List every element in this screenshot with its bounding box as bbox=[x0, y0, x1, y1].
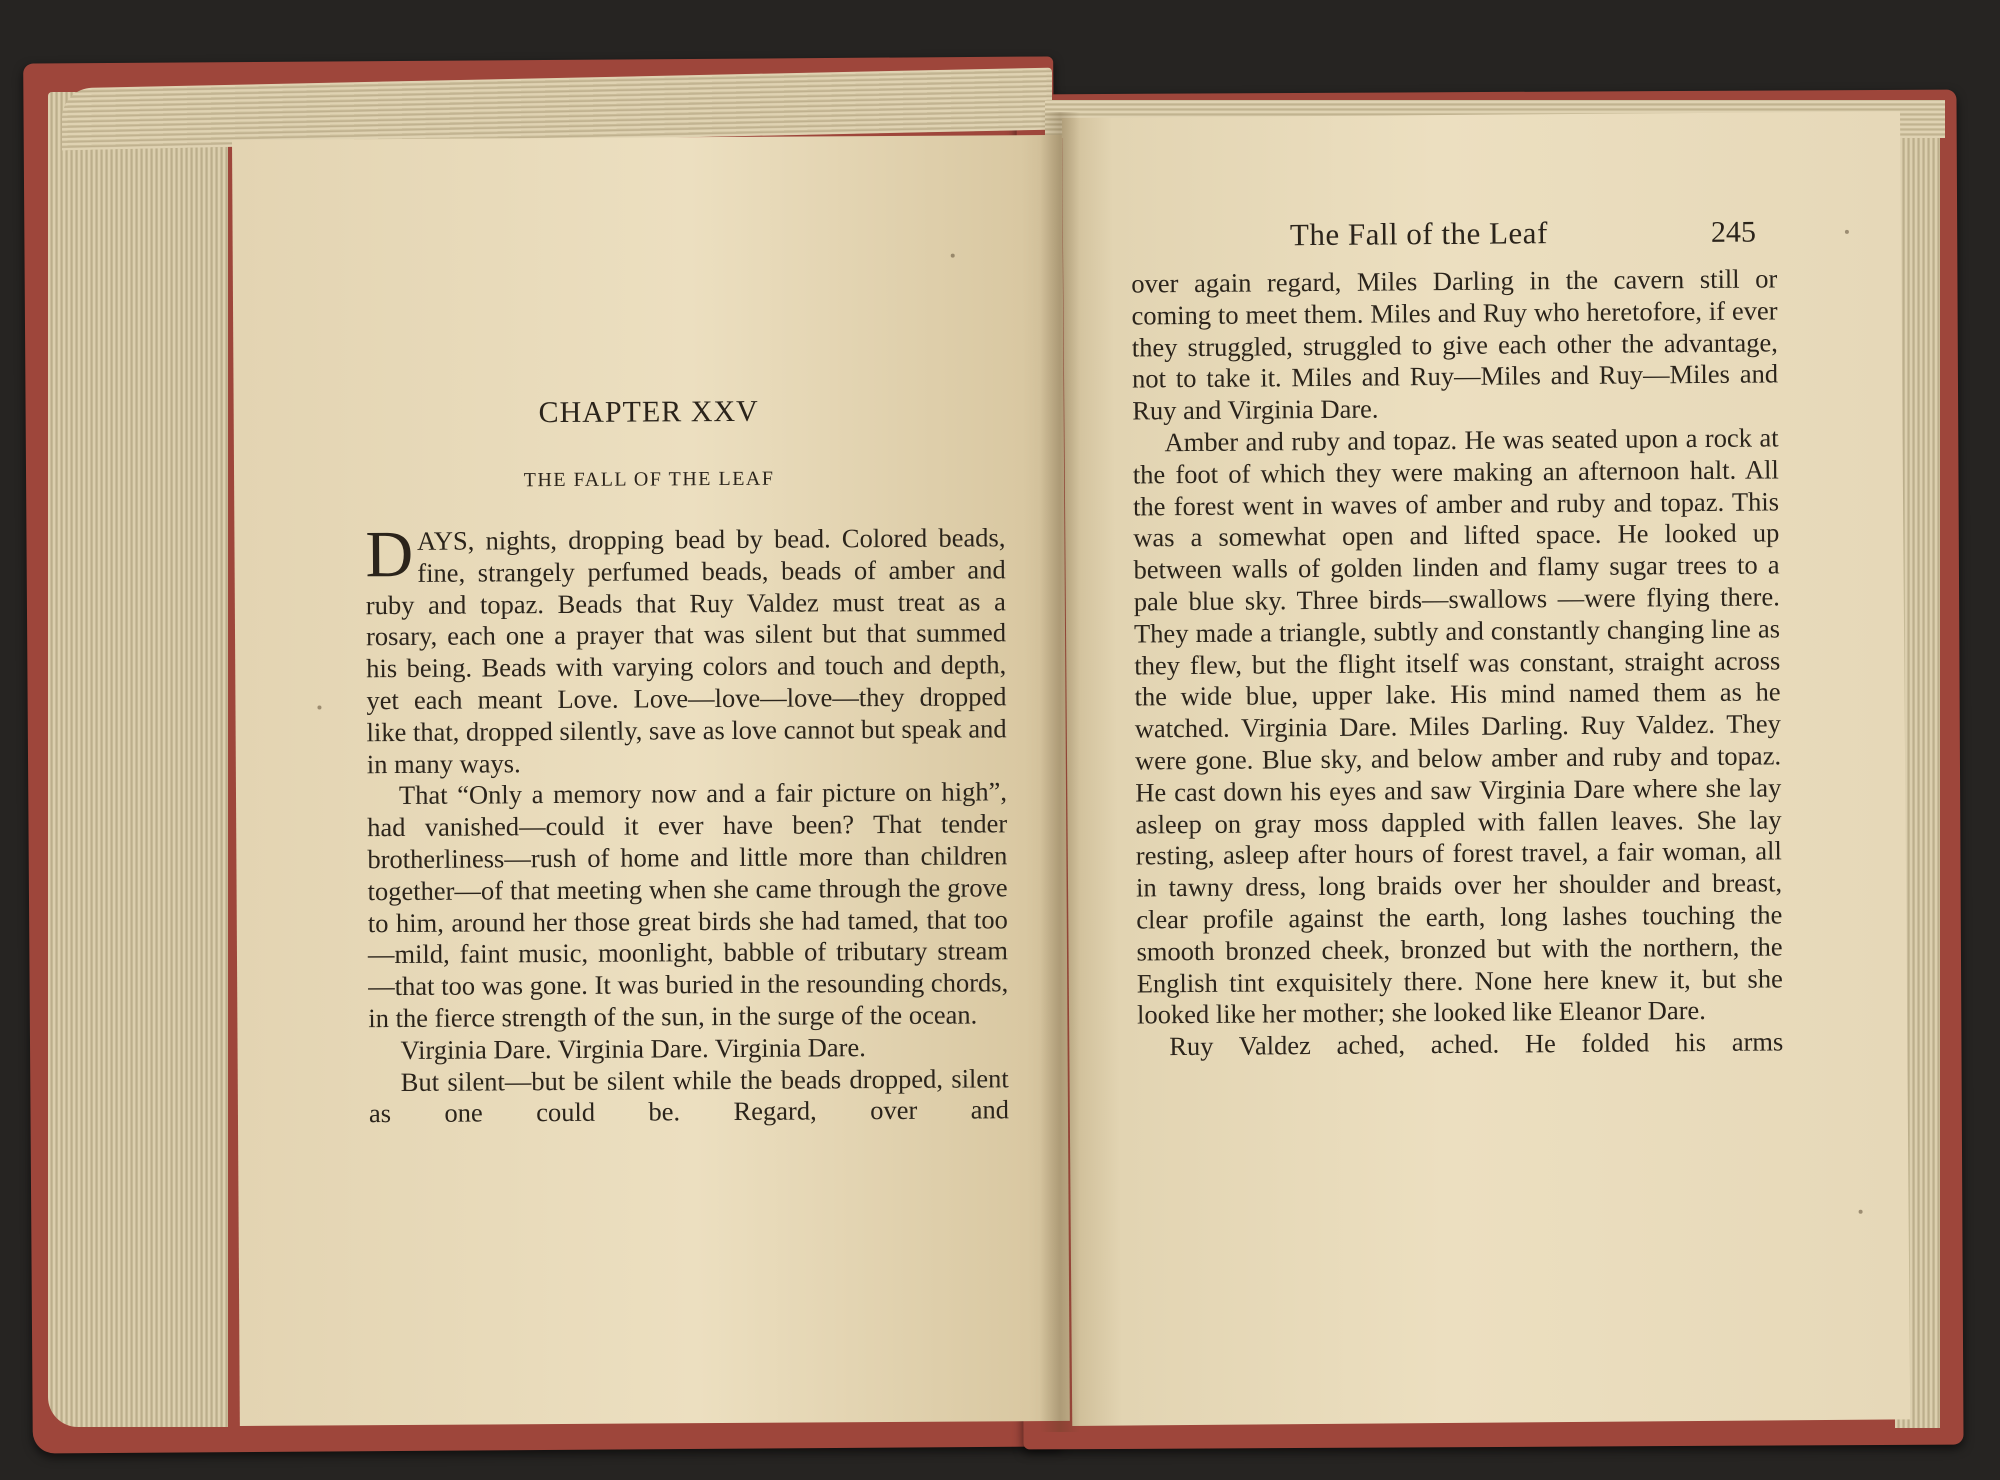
paragraph: Amber and ruby and topaz. He was seated upon a rock at the foot of which they were making an afternoon halt. All the forest went in waves of amber and ruby and topaz. This was a somewhat open and lifted space. He looked up between walls of golden linden and flamy sugar trees to a pale blue sky. Three birds—swallows —were flying there. They made a triangle, subtly and constantly changing line as they flew, but the flight itself was constant, straight across the wide blue, upper lake. His mind named them as he watched. Virginia Dare. Miles Darling. Ruy Valdez. They were gone. Blue sky, and below amber and ruby and topaz. He cast down his eyes and saw Virginia Dare where she lay asleep on gray moss dappled with fallen leaves. She lay resting, asleep after hours of forest travel, a fair woman, all in tawny dress, long braids over her shoulder and breast, clear profile against the earth, long lashes touching the smooth bronzed cheek, bronzed but with the northern, the English tint exquisitely there. None here knew it, but she looked like her mother; she looked like Eleanor Dare. bbox=[1132, 422, 1783, 1030]
paper-speck bbox=[1845, 230, 1849, 234]
page-edges-left bbox=[48, 92, 228, 1427]
left-page-body bbox=[365, 517, 1010, 1130]
paragraph-text: AYS, nights, dropping bead by bead. Colored beads, fine, strangely perfumed beads, beads of amber and ruby and topaz. Beads that Ruy Valdez must treat as a rosary, each one a prayer that was silent but that summed his being. Beads with varying colors and touch and depth, yet each meant Love. Love—love—love—they dropped like that, dropped silently, save as love cannot but speak and in many ways. bbox=[365, 522, 1007, 779]
left-page bbox=[232, 135, 1070, 1426]
paragraph: That “Only a memory now and a fair picture on high”, had vanished—could it ever have been? That tender brotherliness—rush of home and little more than children together—of that meeting when she came through the grove to him, around her those great birds she had tamed, that too—mild, faint music, moonlight, babble of tributary stream —that too was gone. It was buried in the resounding chords, in the fierce strength of the sun, in the surge of the ocean. bbox=[367, 776, 1009, 1034]
paper-speck bbox=[1859, 1210, 1863, 1214]
paragraph: Ruy Valdez ached, ached. He folded his arms bbox=[1169, 1026, 1784, 1062]
paper-speck bbox=[951, 254, 955, 258]
right-page-body bbox=[1131, 263, 1783, 1063]
page-number: 245 bbox=[1710, 215, 1757, 249]
drop-cap: D bbox=[365, 517, 414, 592]
paragraph: Virginia Dare. Virginia Dare. Virginia Dare. bbox=[400, 1031, 866, 1065]
gutter-shadow bbox=[1040, 112, 1080, 1432]
paragraph: But silent—but be silent while the beads dropped, silent as one could be. Regard, over and bbox=[368, 1062, 1010, 1129]
chapter-title: CHAPTER XXV bbox=[538, 394, 759, 430]
paragraph: over again regard, Miles Darling in the cavern still or coming to meet them. Miles and Ruy who heretofore, if ever they struggled, struggled to give each other the advantage, not to take it. Miles and Ruy—Miles and Ruy—Miles and Ruy and Virginia Dare. bbox=[1131, 263, 1779, 426]
chapter-subtitle: THE FALL OF THE LEAF bbox=[523, 467, 775, 492]
paper-speck bbox=[317, 705, 321, 709]
right-page bbox=[1062, 111, 1910, 1426]
running-head: The Fall of the Leaf bbox=[1289, 215, 1548, 253]
paragraph bbox=[365, 517, 1007, 780]
